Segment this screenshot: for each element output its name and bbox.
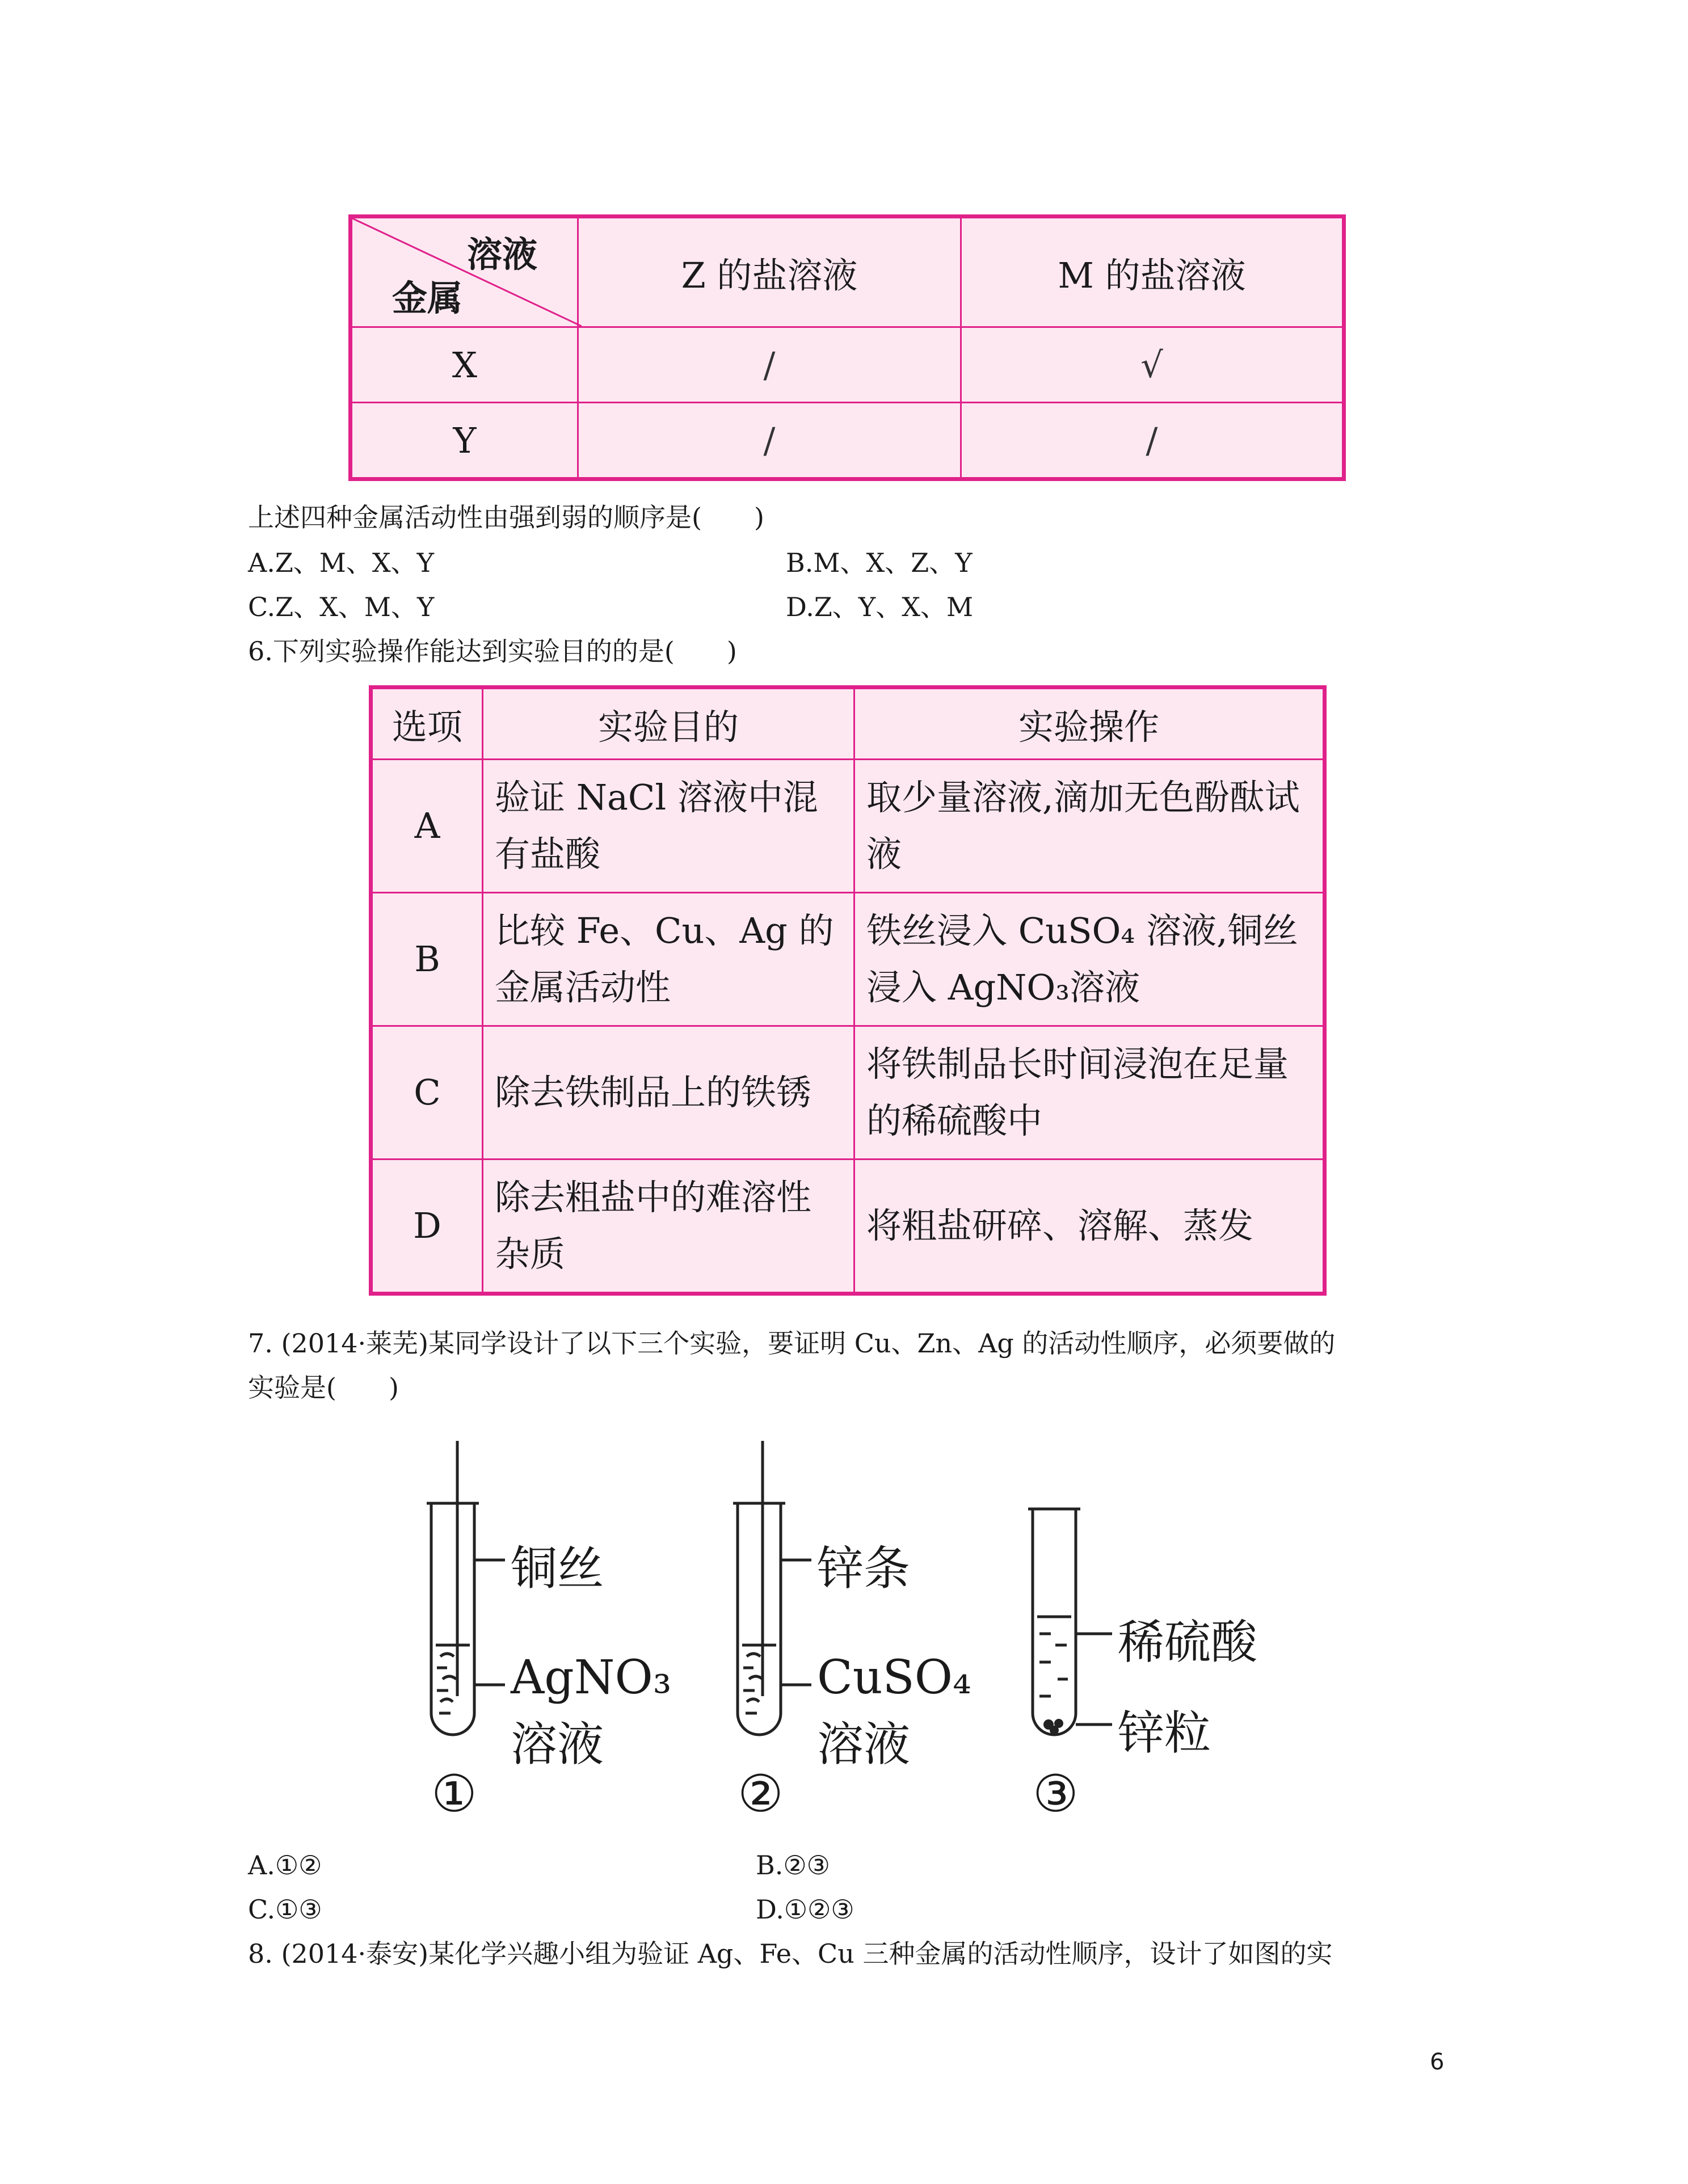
q6-row-option: C bbox=[371, 1026, 483, 1160]
q6-row-purpose: 验证 NaCl 溶液中混有盐酸 bbox=[483, 760, 854, 893]
cuso4-label: CuSO₄ bbox=[817, 1651, 971, 1705]
q5-col-header-m: M 的盐溶液 bbox=[961, 217, 1344, 327]
q6-header-purpose: 实验目的 bbox=[483, 688, 854, 760]
q6-row-operation: 取少量溶液,滴加无色酚酞试液 bbox=[854, 760, 1325, 893]
q7-figure bbox=[409, 1430, 1294, 1827]
q8-question-line1: 8. (2014·泰安)某化学兴趣小组为验证 Ag、Fe、Cu 三种金属的活动性顺序，设计了如图的实 bbox=[248, 1938, 1333, 1969]
q7-option-c: C.①③ bbox=[248, 1894, 322, 1925]
q5-row-metal: X bbox=[351, 327, 578, 403]
tube-1-number: ① bbox=[431, 1764, 477, 1824]
q7-option-b: B.②③ bbox=[756, 1850, 830, 1881]
q6-table bbox=[369, 685, 1327, 1296]
q5-table bbox=[348, 214, 1346, 481]
q5-cell-ym: / bbox=[961, 403, 1344, 479]
q6-header-operation: 实验操作 bbox=[854, 688, 1325, 760]
q5-col-header-z: Z 的盐溶液 bbox=[578, 217, 961, 327]
copper-wire-label: 铜丝 bbox=[511, 1542, 604, 1596]
agno3-label: AgNO₃ bbox=[511, 1651, 672, 1705]
q5-corner-cell bbox=[351, 217, 578, 327]
dilute-sulfuric-acid-label: 稀硫酸 bbox=[1118, 1616, 1258, 1669]
q5-cell-yz: / bbox=[578, 403, 961, 479]
zinc-granules-label: 锌粒 bbox=[1118, 1706, 1211, 1760]
q5-corner-bottom: 金属 bbox=[392, 277, 463, 319]
tube-2-number: ② bbox=[738, 1764, 784, 1824]
q6-row-operation: 将铁制品长时间浸泡在足量的稀硫酸中 bbox=[854, 1026, 1325, 1160]
tube-3-number: ③ bbox=[1033, 1764, 1079, 1824]
zinc-strip-label: 锌条 bbox=[817, 1542, 911, 1596]
q5-question: 上述四种金属活动性由强到弱的顺序是( ) bbox=[248, 502, 764, 533]
q7-option-d: D.①②③ bbox=[756, 1894, 854, 1925]
q6-header-option: 选项 bbox=[371, 688, 483, 760]
q5-row-metal: Y bbox=[351, 403, 578, 479]
solution-label: 溶液 bbox=[817, 1718, 911, 1772]
q5-option-d: D.Z、Y、X、M bbox=[786, 592, 974, 622]
q5-option-b: B.M、X、Z、Y bbox=[786, 547, 973, 578]
q5-corner-top: 溶液 bbox=[466, 234, 537, 275]
q5-option-c: C.Z、X、M、Y bbox=[248, 592, 435, 622]
q6-row-operation: 将粗盐研碎、溶解、蒸发 bbox=[854, 1160, 1325, 1294]
q5-option-a: A.Z、M、X、Y bbox=[248, 547, 435, 578]
q6-row-purpose: 除去粗盐中的难溶性杂质 bbox=[483, 1160, 854, 1294]
solution-label: 溶液 bbox=[511, 1718, 604, 1772]
q7-question-line1: 7. (2014·莱芜)某同学设计了以下三个实验，要证明 Cu、Zn、Ag 的活动性顺序，必须要做的 bbox=[248, 1328, 1336, 1359]
q6-row-purpose: 除去铁制品上的铁锈 bbox=[483, 1026, 854, 1160]
q6-question: 6.下列实验操作能达到实验目的的是( ) bbox=[248, 636, 737, 667]
q6-row-purpose: 比较 Fe、Cu、Ag 的金属活动性 bbox=[483, 893, 854, 1026]
q5-cell-xz: / bbox=[578, 327, 961, 403]
q6-row-option: A bbox=[371, 760, 483, 893]
q5-cell-xm: √ bbox=[961, 327, 1344, 403]
page-number: 6 bbox=[1430, 2049, 1445, 2075]
q7-option-a: A.①② bbox=[248, 1850, 322, 1881]
q6-row-operation: 铁丝浸入 CuSO₄ 溶液,铜丝浸入 AgNO₃溶液 bbox=[854, 893, 1325, 1026]
q6-row-option: B bbox=[371, 893, 483, 1026]
q7-question-line2: 实验是( ) bbox=[248, 1372, 399, 1403]
q6-row-option: D bbox=[371, 1160, 483, 1294]
